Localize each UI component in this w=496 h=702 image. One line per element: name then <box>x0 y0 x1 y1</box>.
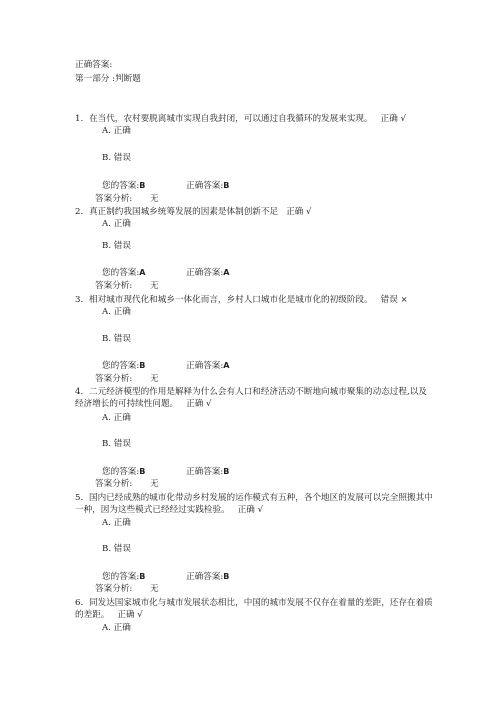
question-3 <box>75 294 435 306</box>
analysis-value: 无 <box>150 479 159 489</box>
analysis-label: 答案分析: <box>95 584 133 594</box>
question-number: 6. <box>75 598 84 608</box>
analysis-label: 答案分析: <box>95 374 133 384</box>
answer-row <box>102 360 229 372</box>
question-text: 国内已经成熟的城市化带动乡村发展的运作模式有五种，各个地区的发展可以完全照搬其中一种，因为这些模式已经经过实践检验。 <box>75 493 433 515</box>
correct-answer-value: B <box>223 572 230 581</box>
question-text: 相对城市现代化和城乡一体化而言，乡村人口城市化是城市化的初级阶段。 <box>89 295 373 305</box>
option-b: B. 错误 <box>102 439 131 449</box>
option-b: B. 错误 <box>102 153 131 163</box>
correct-answer-value: A <box>223 268 230 277</box>
correct-answer-value: A <box>223 361 230 370</box>
question-number: 5. <box>75 493 84 503</box>
your-answer-value: B <box>139 467 146 476</box>
your-answer-value: B <box>139 572 146 581</box>
your-answer-label: 您的答案: <box>102 467 140 477</box>
option-b: B. 错误 <box>102 241 131 251</box>
analysis-label: 答案分析: <box>95 479 133 489</box>
question-1 <box>75 113 435 125</box>
question-number: 1. <box>75 114 84 124</box>
your-answer-label: 您的答案: <box>102 361 140 371</box>
your-answer-label: 您的答案: <box>102 268 140 278</box>
option-a: A. 正确 <box>102 413 131 423</box>
option-a: A. 正确 <box>102 126 131 136</box>
your-answer-value: A <box>139 268 146 277</box>
analysis-value: 无 <box>150 281 159 291</box>
correct-answer-label: 正确答案: <box>186 572 224 582</box>
question-number: 4. <box>75 387 84 397</box>
option-b: B. 错误 <box>102 544 131 554</box>
analysis-row <box>95 479 159 490</box>
analysis-label: 答案分析: <box>95 281 133 291</box>
judgement-mark: 正确 √ <box>186 399 212 409</box>
correct-answer-label: 正确答案: <box>186 361 224 371</box>
correct-answer-value: B <box>223 181 230 190</box>
judgement-mark: 正确 √ <box>286 207 312 217</box>
section-title: 第一部分 :判断题 <box>75 74 141 84</box>
your-answer-label: 您的答案: <box>102 572 140 582</box>
question-number: 2. <box>75 207 84 217</box>
analysis-row <box>95 194 159 205</box>
judgement-mark: 正确 √ <box>237 505 264 515</box>
analysis-label: 答案分析: <box>95 194 133 204</box>
your-answer-value: B <box>139 361 146 370</box>
judgement-mark: 错误 × <box>380 295 408 305</box>
answer-row <box>102 180 229 192</box>
answer-row <box>102 571 229 583</box>
analysis-value: 无 <box>150 374 159 384</box>
question-6 <box>75 597 435 621</box>
answer-row <box>102 466 229 478</box>
analysis-value: 无 <box>150 194 159 204</box>
option-a: A. 正确 <box>102 623 131 633</box>
analysis-row <box>95 374 159 385</box>
your-answer-value: B <box>139 181 146 190</box>
analysis-row <box>95 584 159 595</box>
correct-answer-label: 正确答案: <box>186 181 224 191</box>
question-text: 同发达国家城市化与城市发展状态相比，中国的城市发展不仅存在着量的差距，还存在着质的差距。 <box>75 598 433 620</box>
question-text: 在当代，农村要脱离城市实现自我封闭，可以通过自我循环的发展来实现。 <box>89 114 373 124</box>
your-answer-label: 您的答案: <box>102 181 140 191</box>
document-title: 正确答案: <box>75 60 113 70</box>
judgement-mark: 正确 √ <box>380 114 407 124</box>
option-b: B. 错误 <box>102 334 131 344</box>
option-a: A. 正确 <box>102 219 131 229</box>
question-number: 3. <box>75 295 84 305</box>
correct-answer-value: B <box>223 467 230 476</box>
question-4 <box>75 386 435 410</box>
analysis-row <box>95 281 159 292</box>
question-text: 真正制约我国城乡统筹发展的因素是体制创新不足 <box>89 207 279 217</box>
correct-answer-label: 正确答案: <box>186 467 224 477</box>
question-text: 二元经济模型的作用是解释为什么会有人口和经济活动不断地向城市聚集的动态过程,以及经济增长的可持续性问题。 <box>75 387 427 409</box>
correct-answer-label: 正确答案: <box>186 268 224 278</box>
question-2 <box>75 206 435 218</box>
analysis-value: 无 <box>150 584 159 594</box>
option-a: A. 正确 <box>102 307 131 317</box>
option-a: A. 正确 <box>102 518 131 528</box>
question-5 <box>75 492 435 516</box>
answer-row <box>102 267 229 279</box>
judgement-mark: 正确 √ <box>117 610 143 620</box>
